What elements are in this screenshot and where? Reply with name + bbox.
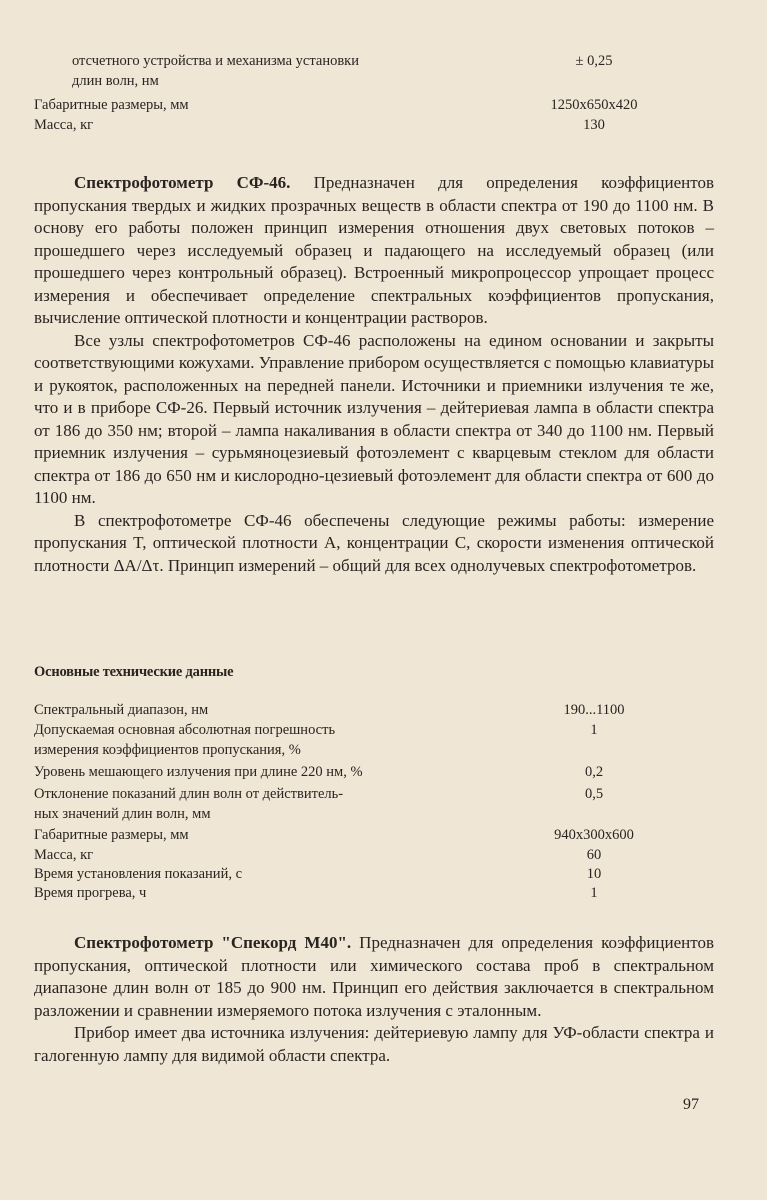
spec-label: Время прогрева, ч: [34, 885, 147, 901]
section-title: Спектрофотометр "Спекорд М40".: [74, 933, 352, 952]
spec-label: Спектральный диапазон, нм: [34, 702, 209, 718]
spec-label: Масса, кг: [34, 847, 94, 863]
paragraph-text: Предназначен для определения коэффициентов пропускания твердых и жидких прозрачных веществ в области спектра от 190 до 1100 нм. В основу его работы положен принцип измерения отношения двух световых потоков – прошедшего через исследуемый образец и падающего на исследуемый образец (или прошедшего через контрольный образец). Встроенный микропроцессор упрощает процесс измерения и обеспечивает определение спектральных коэффициентов пропускания, вычисление оптической плотности и концентрации растворов.: [34, 173, 714, 327]
paragraph: [34, 172, 714, 330]
spec-label: Габаритные размеры, мм: [34, 827, 189, 843]
spec-row: [34, 51, 767, 91]
spec-value: 0,5: [584, 786, 604, 802]
tech-data-heading: Основные технические данные: [34, 664, 234, 680]
spec-value: 1: [590, 722, 598, 738]
paragraph: В спектрофотометре СФ-46 обеспечены следующие режимы работы: измерение пропускания T, оптической плотности A, концентрации C, скорости изменения оптической плотности ΔA/Δτ. Принцип измерений – общий для всех однолучевых спектрофотометров.: [34, 510, 714, 575]
spec-value: 1250х650х420: [550, 97, 638, 113]
spec-label: Уровень мешающего излучения при длине 220 нм, %: [34, 764, 363, 780]
spec-value: 10: [586, 866, 602, 882]
spec-value: ± 0,25: [575, 53, 613, 69]
spec-label: Отклонение показаний длин волн от действитель- ных значений длин волн, мм: [34, 786, 344, 822]
spec-value: 130: [583, 117, 605, 133]
spec-value: 940х300х600: [554, 827, 634, 843]
section-title: Спектрофотометр СФ-46.: [74, 173, 291, 192]
spec-label: Габаритные размеры, мм: [34, 97, 189, 113]
sf46-section: [34, 172, 714, 577]
spec-value: 0,2: [584, 764, 604, 780]
spec-label: Время установления показаний, с: [34, 866, 243, 882]
specord-section: [34, 932, 714, 1067]
spec-label: Допускаемая основная абсолютная погрешность измерения коэффициентов пропускания, %: [34, 722, 336, 758]
page-number: 97: [683, 1096, 699, 1113]
paragraph: Прибор имеет два источника излучения: дейтериевую лампу для УФ-области спектра и галогенную лампу для видимой области спектра.: [34, 1023, 714, 1065]
spec-value: 190...1100: [563, 702, 625, 718]
spec-value: 60: [586, 847, 602, 863]
spec-value: 1: [590, 885, 598, 901]
paragraph: Все узлы спектрофотометров СФ-46 расположены на едином основании и закрыты соответствующими кожухами. Управление прибором осуществляется с помощью клавиатуры и рукояток, расположенных на передней панели. Источники и приемники излучения те же, что и в приборе СФ-26. Первый источник излучения – дейтериевая лампа в области спектра от 186 до 350 нм; второй – лампа накаливания в области спектра от 340 до 1100 нм. Первый приемник излучения – сурьмяноцезиевый фотоэлемент с кварцевым стеклом для области спектра от 186 до 650 нм и кислородно-цезиевый фотоэлемент для области спектра от 600 до 1100 нм.: [34, 330, 714, 507]
spec-label: отсчетного устройства и механизма установки длин волн, нм: [72, 53, 359, 89]
spec-label: Масса, кг: [34, 117, 94, 133]
paragraph: [34, 932, 714, 1022]
paragraph-text: Предназначен для определения коэффициентов пропускания, оптической плотности или химического состава проб в спектральном диапазоне длин волн от 185 до 900 нм. Принцип его действия заключается в спектральном разложении и сравнении измеряемого потока излучения с эталонным.: [34, 933, 715, 1020]
